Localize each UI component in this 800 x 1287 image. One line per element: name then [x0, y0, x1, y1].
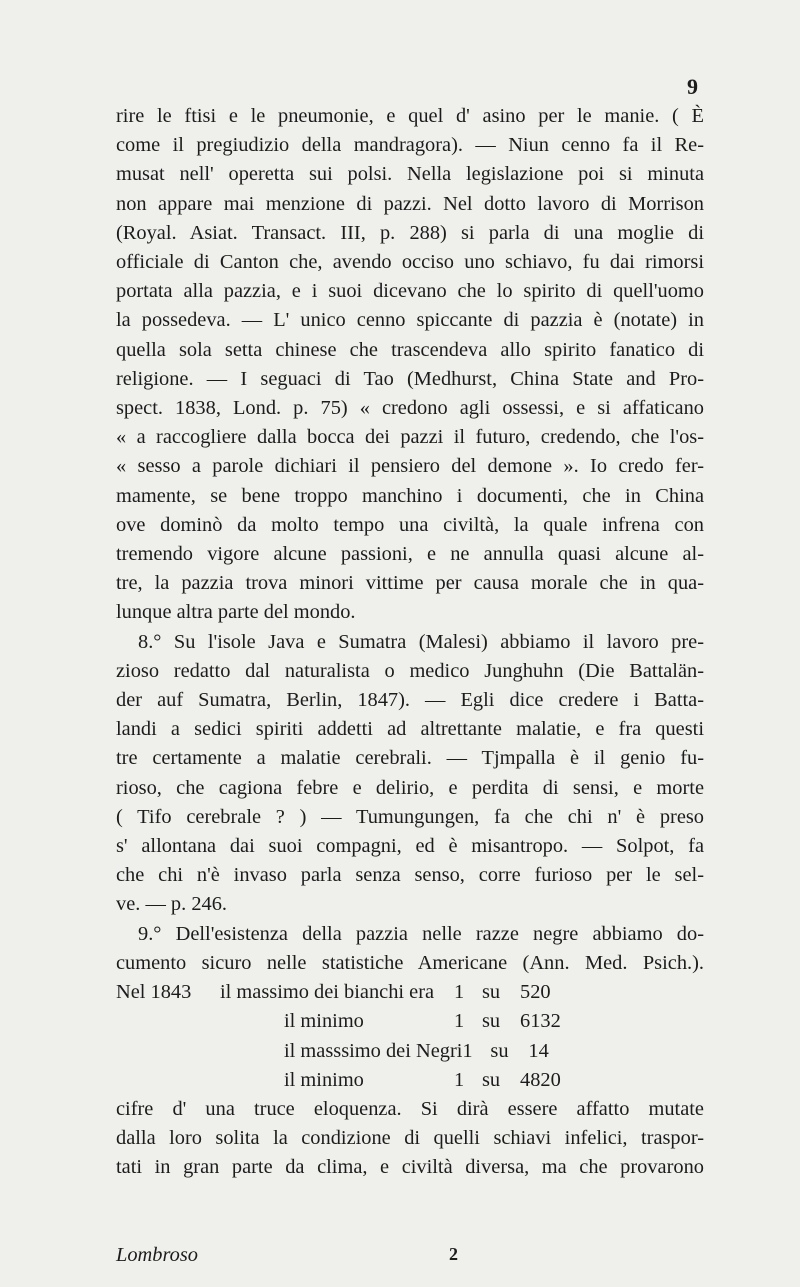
table-value: 14 [528, 1039, 549, 1062]
text-line: cumento sicuro nelle statistiche Americane (Ann. Med. Psich.). [116, 951, 704, 974]
text-line: spect. 1838, Lond. p. 75) « credono agli ossessi, e si affaticano [116, 397, 704, 420]
text-line: mamente, se bene troppo manchino i documenti, che in China [116, 484, 704, 507]
table-one: 1 [462, 1039, 473, 1062]
text-line: landi a sedici spiriti addetti ad altrettante malatie, e fra questi [116, 718, 704, 741]
text-line: tati in gran parte da clima, e civiltà diversa, ma che provarono [116, 1156, 704, 1179]
text-line: che chi n'è invaso parla senza senso, corre furioso per le sel- [116, 864, 704, 887]
table-value: 4820 [520, 1068, 561, 1091]
page-footer [116, 1244, 704, 1267]
table-su: su [482, 1068, 501, 1091]
text-line: (Royal. Asiat. Transact. III, p. 288) si parla di una moglie di [116, 221, 704, 244]
text-line: s' allontana dai suoi compagni, ed è misantropo. — Solpot, fa [116, 835, 704, 858]
text-line: « a raccogliere dalla bocca dei pazzi il futuro, credendo, che l'os- [116, 426, 704, 449]
body-text [116, 102, 704, 1183]
table-intro: Nel 1843 [116, 981, 192, 1004]
table-label: il massimo dei bianchi era [220, 981, 435, 1004]
table-value: 520 [520, 981, 551, 1004]
text-line: der auf Sumatra, Berlin, 1847). — Egli dice credere i Batta- [116, 689, 704, 712]
table-value: 6132 [520, 1010, 561, 1033]
text-line: zioso redatto dal naturalista o medico Junghuhn (Die Battalän- [116, 659, 704, 682]
text-line: musat nell' operetta sui polsi. Nella legislazione poi si minuta [116, 163, 704, 186]
text-line: dalla loro solita la condizione di quelli schiavi infelici, traspor- [116, 1127, 704, 1150]
table-row [116, 1037, 704, 1066]
text-line: portata alla pazzia, e i suoi dicevano che lo spirito di quell'uomo [116, 280, 704, 303]
table-label: il masssimo dei Negri [284, 1039, 463, 1062]
text-line: officiale di Canton che, avendo occiso uno schiavo, fu dai rimorsi [116, 251, 704, 274]
table-su: su [482, 1010, 501, 1033]
text-line: rioso, che cagiona febre e delirio, e perdita di sensi, e morte [116, 776, 704, 799]
footer-signature: 2 [449, 1244, 458, 1264]
text-line: rire le ftisi e le pneumonie, e quel d' asino per le manie. ( È [116, 105, 704, 127]
text-line: cifre d' una truce eloquenza. Si dirà essere affatto mutate [116, 1097, 704, 1120]
text-line: tremendo vigore alcune passioni, e ne annulla quasi alcune al- [116, 543, 704, 566]
table-su: su [482, 981, 501, 1004]
table-label: il minimo [284, 1068, 364, 1091]
text-line: tre certamente a malatie cerebrali. — Tjmpalla è il genio fu- [116, 747, 704, 770]
text-line: ove dominò da molto tempo una civiltà, la quale infrena con [116, 513, 704, 536]
text-line: « sesso a parole dichiari il pensiero del demone ». Io credo fer- [116, 455, 704, 478]
table-row [116, 1066, 704, 1095]
text-line: 9.° Dell'esistenza della pazzia nelle razze negre abbiamo do- [138, 922, 704, 945]
footer-author: Lombroso [116, 1244, 198, 1266]
table-row [116, 978, 704, 1007]
table-one: 1 [454, 1010, 465, 1033]
page-number: 9 [687, 74, 698, 99]
text-line: la possedeva. — L' unico cenno spiccante di pazzia è (notate) in [116, 309, 704, 332]
text-line: come il pregiudizio della mandragora). — Niun cenno fa il Re- [116, 134, 704, 157]
table-su: su [490, 1039, 509, 1062]
text-line: tre, la pazzia trova minori vittime per causa morale che in qua- [116, 572, 704, 595]
statistics-table [116, 978, 704, 1095]
table-one: 1 [454, 1068, 465, 1091]
table-one: 1 [454, 981, 465, 1004]
text-line: non appare mai menzione di pazzi. Nel dotto lavoro di Morrison [116, 192, 704, 215]
text-line: ( Tifo cerebrale ? ) — Tumungungen, fa che chi n' è preso [116, 805, 704, 828]
table-row [116, 1007, 704, 1036]
text-line: lunque altra parte del mondo. [116, 601, 356, 624]
text-line: religione. — I seguaci di Tao (Medhurst, China State and Pro- [116, 367, 704, 390]
text-line: quella sola setta chinese che trascendeva allo spirito fanatico di [116, 338, 704, 361]
text-line: 8.° Su l'isole Java e Sumatra (Malesi) abbiamo il lavoro pre- [138, 630, 704, 653]
table-label: il minimo [284, 1010, 364, 1033]
text-line: ve. — p. 246. [116, 893, 228, 916]
